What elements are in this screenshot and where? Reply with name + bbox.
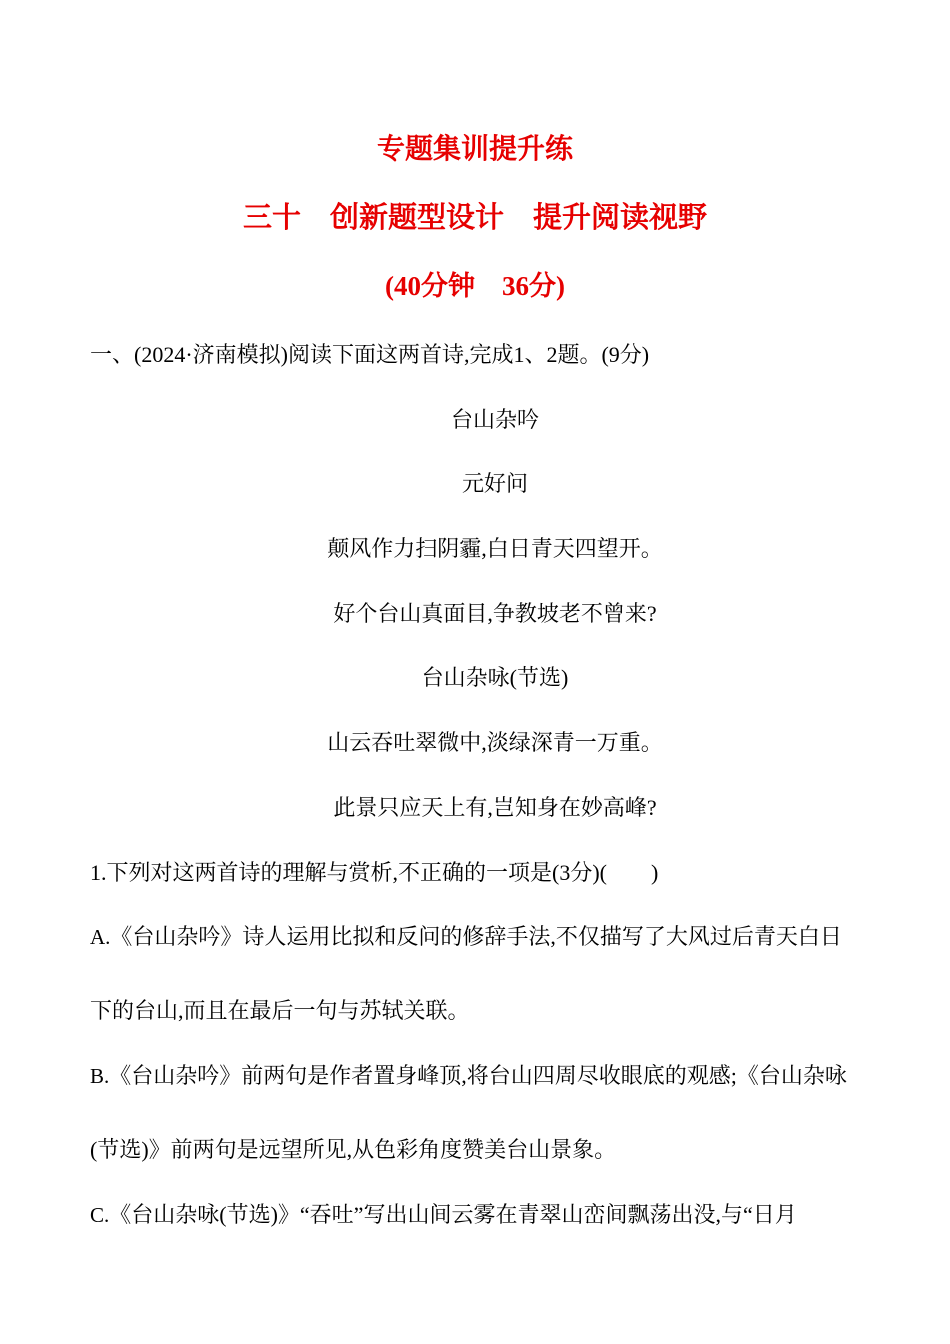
unit-title: 三十 创新题型设计 提升阅读视野 <box>242 202 707 234</box>
poem-line: 好个台山真面目,争教坡老不曾来? <box>333 600 657 626</box>
section-intro: 一、(2024·济南模拟)阅读下面这两首诗,完成1、2题。(9分) <box>90 342 650 367</box>
document-body <box>90 323 900 1248</box>
option-b <box>90 1044 900 1183</box>
poem-title: 台山杂咏(节选) <box>421 665 569 691</box>
option-line: 下的台山,而且在最后一句与苏轼关联。 <box>90 998 470 1024</box>
poem-2 <box>90 646 900 840</box>
poem-line: 此景只应天上有,岂知身在妙高峰? <box>333 794 657 820</box>
poem-title: 台山杂吟 <box>450 406 539 432</box>
option-label: A. <box>90 925 111 950</box>
poem-line: 山云吞吐翠微中,淡绿深青一万重。 <box>327 730 663 756</box>
option-line <box>90 905 900 970</box>
option-a <box>90 905 900 1044</box>
option-line <box>90 1183 900 1248</box>
poem-1 <box>90 388 900 647</box>
poem-line: 颠风作力扫阴霾,白日青天四望开。 <box>327 536 663 562</box>
page-header <box>0 0 950 320</box>
question-stem: 1.下列对这两首诗的理解与赏析,不正确的一项是(3分)( ) <box>90 859 659 885</box>
option-line <box>90 1044 900 1109</box>
option-text: 《台山杂咏(节选)》“吞吐”写出山间云雾在青翠山峦间飘荡出没,与“日月 <box>109 1201 797 1227</box>
option-label: C. <box>90 1202 110 1227</box>
option-text: 《台山杂吟》前两句是作者置身峰顶,将台山四周尽收眼底的观感;《台山杂咏 <box>109 1063 847 1089</box>
question-1 <box>90 841 900 1248</box>
poem-author: 元好问 <box>461 471 528 497</box>
option-label: B. <box>90 1064 110 1089</box>
time-score-note: (40分钟 36分) <box>385 271 565 301</box>
option-line: (节选)》前两句是远望所见,从色彩角度赞美台山景象。 <box>90 1137 617 1163</box>
option-c <box>90 1183 900 1248</box>
option-text: 《台山杂吟》诗人运用比拟和反问的修辞手法,不仅描写了大风过后青天白日 <box>110 924 842 950</box>
series-title: 专题集训提升练 <box>376 134 573 165</box>
